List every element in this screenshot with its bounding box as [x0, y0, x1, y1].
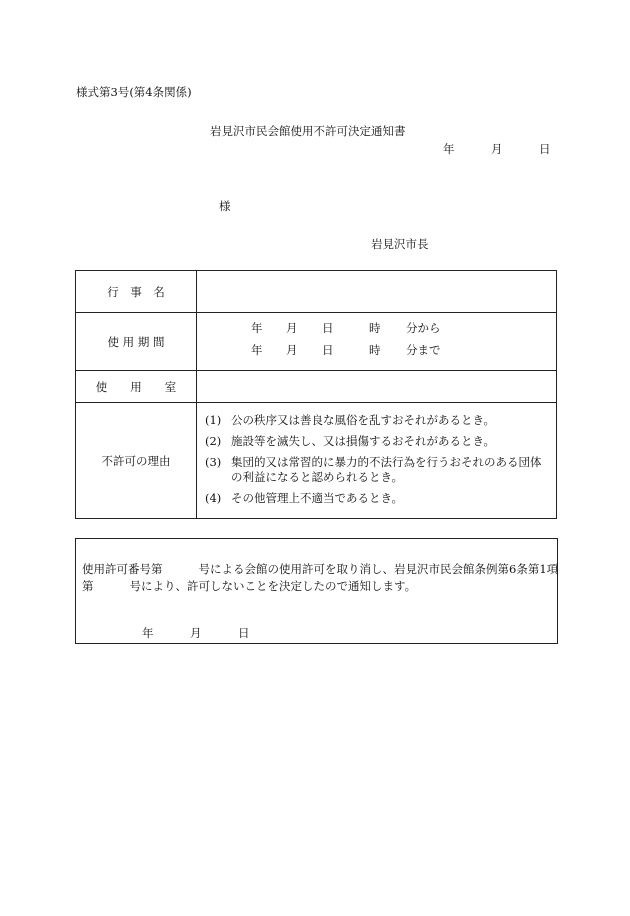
- details-table: [75, 270, 557, 519]
- date-year-label: 年: [443, 142, 455, 156]
- addressee-suffix: 様: [219, 199, 231, 213]
- document-title: 岩見沢市民会館使用不許可決定通知書: [210, 124, 406, 138]
- table-row-reasons: [76, 403, 557, 519]
- notice-text: [82, 561, 558, 595]
- event-name-value: [197, 271, 557, 313]
- date-year-label: 年: [142, 626, 154, 640]
- period-from: 年 月 日 時 分から: [251, 320, 441, 335]
- issuer-name: 岩見沢市長: [371, 237, 429, 251]
- period-to: 年 月 日 時 分まで: [251, 342, 441, 357]
- notice-line-2: 第 号により、許可しないことを決定したので通知します。: [82, 579, 417, 593]
- notice-line-1: 使用許可番号第 号による会館の使用許可を取り消し、岩見沢市民会館条例第6条第1項: [82, 562, 559, 576]
- list-item: (4) その他管理上不適当であるとき。: [205, 491, 404, 505]
- table-row-room: [76, 371, 557, 403]
- room-value: [197, 371, 557, 403]
- period-label: 使 用 期 間: [76, 313, 197, 371]
- form-number: 様式第3号(第4条関係): [76, 85, 192, 99]
- reason-list: [197, 403, 557, 519]
- reason-label: 不許可の理由: [76, 403, 197, 519]
- date-month-label: 月: [491, 142, 503, 156]
- list-item: (1) 公の秩序又は善良な風俗を乱すおそれがあるとき。: [205, 413, 496, 427]
- list-item: (2) 施設等を滅失し、又は損傷するおそれがあるとき。: [205, 434, 496, 448]
- table-row-period: [76, 313, 557, 371]
- list-item: (3) 集団的又は常習的に暴力的不法行為を行うおそれのある団体の利益になると認められるとき。: [205, 455, 542, 484]
- date-day-label: 日: [238, 626, 250, 640]
- table-row-event: [76, 271, 557, 313]
- period-value: [197, 313, 557, 371]
- room-label: 使 用 室: [76, 371, 197, 403]
- date-month-label: 月: [190, 626, 202, 640]
- notice-box: [75, 538, 558, 644]
- event-name-label: 行 事 名: [76, 271, 197, 313]
- date-day-label: 日: [539, 142, 551, 156]
